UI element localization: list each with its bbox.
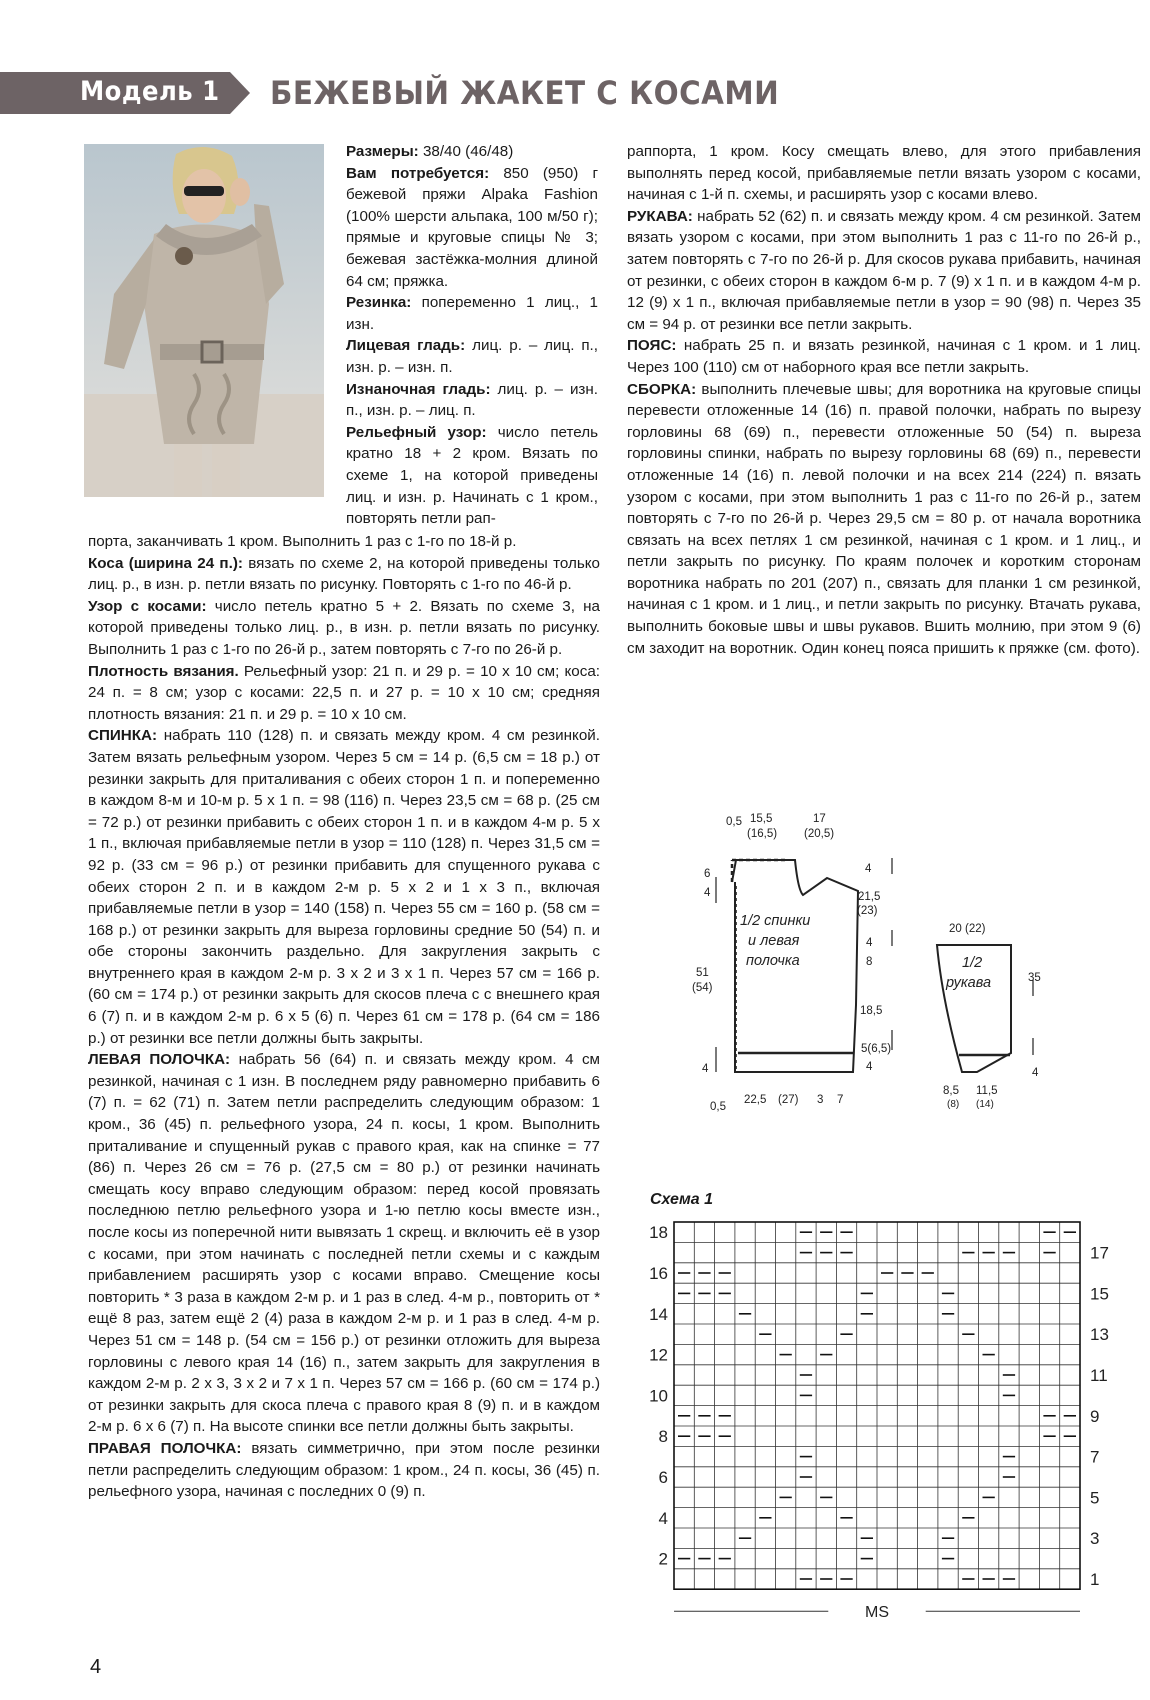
paragraph-label: Вам потребуется: <box>346 164 490 182</box>
row-number: 13 <box>1090 1325 1109 1345</box>
dim-label: 4 <box>866 937 873 949</box>
dim-label: (14) <box>976 1099 994 1110</box>
dim-label: 17 <box>813 813 826 825</box>
paragraph-text: лиц. р. – изн. п., изн. р. – лиц. п. <box>346 380 598 420</box>
paragraph-label: Резинка: <box>346 294 412 312</box>
paragraph-label: ЛЕВАЯ ПОЛОЧКА: <box>88 1051 231 1069</box>
row-number: 14 <box>649 1304 668 1324</box>
paragraph <box>627 141 1141 206</box>
paragraph-text: набрать 110 (128) п. и связать между кром. 4 см резинкой. Затем вязать рельефным узором. Через 5 см = 14 р. (6,5 см = 18 р.) от резинки закрыть для приталивания с обеих сторон 1 п. и попеременно в каждом 8-м и 10-м р. 5 х 1 п. = 98 (116) п. Через 23,5 см = 68 р. (25 см = 72 р.) от резинки прибавить с обеих сторон 1 п. и в каждом 4-м р. 5 х 1 п., включая прибавляемые петли в узор = 110 (128) п. Через 31,5 см = 92 р. (33 см = 96 р.) от резинки прибавить для спущенного рукава с обеих сторон 2 п. и в каждом 2-м р. 5 х 2 и 1 х 3 п., включая прибавляемые петли в узор = 140 (158) п. Через 55 см = 160 р. (58 см = 168 р.) от резинки закрыть для выреза горловины средние 50 (54) п. и обе стороны закончить раздельно. Для закругления закрыть с внутреннего края в каждом 2-м р. 3 х 2 и 3 х 1 п. Через 57 см = 166 р. (60 см = 174 р.) от резинки закрыть для скосов плеча с с внешнего края 6 (7) п. и в каждом 2-м р. 6 х 5 (6) п. Через 61 см = 178 р. (64 см = 186 р.) от резинки все петли должны быть закрыты. <box>88 727 600 1047</box>
dim-label: 8,5 <box>943 1085 959 1097</box>
dim-label: 35 <box>1028 972 1041 984</box>
dim-label: 18,5 <box>860 1005 883 1017</box>
dim-label: 3 <box>817 1094 824 1106</box>
dim-label: 22,5 <box>744 1094 767 1106</box>
dim-label: 7 <box>837 1094 844 1106</box>
page-number: 4 <box>90 1656 102 1678</box>
instructions-right <box>627 141 1141 659</box>
paragraph-label: Рельефный узор: <box>346 423 487 441</box>
row-number: 6 <box>658 1468 668 1487</box>
body-piece-label: 1/2 спинки <box>740 913 811 929</box>
schema-1-chart <box>640 1220 1109 1640</box>
paragraph-label: Лицевая гладь: <box>346 337 466 355</box>
dim-label: (16,5) <box>747 828 778 840</box>
paragraph <box>88 1438 600 1503</box>
paragraph-text: лиц. р. – лиц. п., изн. р. – изн. п. <box>346 337 598 376</box>
row-number: 18 <box>649 1223 668 1243</box>
instructions-left <box>88 531 600 1503</box>
paragraph <box>627 335 1141 378</box>
row-number: 3 <box>1090 1529 1100 1549</box>
paragraph <box>88 1049 600 1438</box>
paragraph-text: число петель кратно 18 + 2 кром. Вязать по схеме 1, на которой приведены лиц. и изн. р. Начинать с 1 кром., повторять петли рап- <box>346 423 598 528</box>
paragraph <box>627 206 1141 336</box>
pattern-diagram <box>680 810 1100 1130</box>
dim-label: (20,5) <box>804 828 835 840</box>
paragraph-label: Изнаночная гладь: <box>346 380 491 398</box>
paragraph-text: вязать по схеме 2, на которой приведены только лиц. р., в изн. р. петли вязать по рисунку. Повторять с 1-го по 46-й р. <box>88 554 600 594</box>
paragraph-text: число петель кратно 5 + 2. Вязать по схеме 3, на которой приведены только лиц. р., в изн. р. петли вязать по рисунку. Выполнить 1 раз с 1-го по 26-й р., затем повторять с 7-го по 26-й р. <box>88 597 600 658</box>
row-number: 4 <box>658 1508 668 1528</box>
paragraph-text: порта, заканчивать 1 кром. Выполнить 1 раз с 1-го по 18-й р. <box>88 533 517 550</box>
paragraph <box>346 292 598 335</box>
sleeve-piece-label: рукава <box>946 975 992 991</box>
dim-label: 4 <box>702 1063 709 1075</box>
dim-label: 4 <box>704 887 711 899</box>
paragraph-label: Плотность вязания. <box>88 662 239 680</box>
paragraph-label: ПОЯС: <box>627 337 677 355</box>
row-number: 17 <box>1090 1243 1109 1263</box>
paragraph <box>346 422 598 530</box>
dim-label: 20 (22) <box>949 923 986 935</box>
paragraph-text: попеременно 1 лиц., 1 изн. <box>346 294 598 333</box>
dim-label: (54) <box>692 982 713 994</box>
paragraph-text: набрать 56 (64) п. и связать между кром. 4 см резинкой, начиная с 1 изн. В последнем ряду равномерно прибавить 6 (7) п. = 62 (71) п. Затем петли распределить следующим образом: 1 кром., 36 (45) п. рельефного узора, 24 п. косы, 1 кром. Выполнить приталивание и спущенный рукав с правого края, как на спинке = 77 (86) п. Через 26 см = 76 р. (27,5 см = 80 р.) от резинки начинать смещать косу вправо следующим образом: перед косой провязать последнюю петлю рельефного узора и 1-ю петлю косы вместе изн., после косы из поперечной нити вывязать 1 скрещ. и включить её в узор с косами, при этом начинать с последней петли схемы и с каждым прибавлением расширять узор с косами вправо. Смещение косы повторить * 3 раза в каждом 2-м р. и 1 раз в след. 4-м р., повторить от * ещё 8 раз, затем ещё 2 (4) раза в каждом 2-м р. и 1 раз в след. 4-м р. Через 51 см = 148 р. (54 см = 156 р.) от резинки отложить для выреза горловины с левого края 14 (16) п., затем закрыть для закругления в каждом 2-м р. 2 х 3, 3 х 2 и 7 х 1 п. Через 57 см = 166 р. (60 см = 174 р.) от резинки закрыть для скоса плеча с правого края 8 (9) п. и в каждом 2-м р. 6 х 6 (7) п. На высоте спинки все петли должны быть закрыты. <box>88 1051 600 1436</box>
dim-label: 8 <box>866 956 873 968</box>
paragraph-label: Размеры: <box>346 143 419 160</box>
dim-label: 51 <box>696 967 709 979</box>
materials-text <box>346 141 598 530</box>
body-piece-label: и левая <box>748 933 800 949</box>
paragraph-text: набрать 52 (62) п. и связать между кром. 4 см резинкой. Затем вязать узором с косами, при этом выполнить 1 раз с 11-го по 26-й р., затем повторять с 7-го по 26-й р. Для скосов рукава прибавить, начиная от резинки, с обеих сторон в каждом 6-м р. 7 (9) х 1 п. и в каждом 4-м р. 12 (9) х 1 п., включая прибавляемые петли в узор = 90 (98) п. Через 35 см = 94 р. от резинки все петли закрыть. <box>627 207 1141 333</box>
paragraph <box>88 553 600 596</box>
model-photo-illustration <box>84 144 324 497</box>
dim-label: 4 <box>865 863 872 875</box>
dim-label: (8) <box>947 1099 960 1110</box>
row-number: 7 <box>1090 1447 1100 1467</box>
dim-label: 4 <box>1032 1067 1039 1079</box>
paragraph-label: Узор с косами: <box>88 597 207 615</box>
row-number: 8 <box>658 1427 668 1447</box>
repeat-label: MS <box>865 1604 889 1622</box>
paragraph <box>88 661 600 726</box>
dim-label: (23) <box>857 905 878 917</box>
paragraph <box>346 141 598 163</box>
dim-label: 11,5 <box>976 1085 998 1097</box>
row-number: 15 <box>1090 1284 1109 1304</box>
model-label: Модель 1 <box>80 76 220 107</box>
model-photo <box>84 144 324 497</box>
paragraph <box>627 379 1141 660</box>
row-number: 11 <box>1090 1366 1108 1385</box>
dim-label: 21,5 <box>858 891 881 903</box>
paragraph <box>346 163 598 293</box>
paragraph <box>88 531 600 553</box>
row-number: 1 <box>1090 1570 1100 1589</box>
row-number: 2 <box>658 1549 668 1569</box>
dim-label: 15,5 <box>750 813 773 825</box>
row-number: 16 <box>649 1264 668 1283</box>
schema-title: Схема 1 <box>650 1191 714 1208</box>
body-piece-label: полочка <box>746 953 800 969</box>
paragraph-text: Рельефный узор: 21 п. и 29 р. = 10 х 10 см; коса: 24 п. = 8 см; узор с косами: 22,5 п. и 27 р. = 10 х 10 см; средняя плотность вязания: 21 п. и 29 р. = 10 х 10 см. <box>88 662 600 723</box>
dim-label: 4 <box>866 1061 873 1073</box>
paragraph-label: ПРАВАЯ ПОЛОЧКА: <box>88 1439 242 1457</box>
paragraph-text: 850 (950) г бежевой пряжи Alpaka Fashion (100% шерсти альпака, 100 м/50 г); прямые и круговые спицы № 3; бежевая застёжка-молния длиной 64 см; пряжка. <box>346 164 598 290</box>
row-number: 5 <box>1090 1488 1100 1508</box>
row-number: 10 <box>649 1386 668 1406</box>
paragraph <box>88 725 600 1049</box>
dim-label: 5(6,5) <box>861 1043 892 1055</box>
paragraph-text: вязать симметрично, при этом после резинки петли распределить следующим образом: 1 кром., 24 п. косы, 36 (45) п. рельефного узора, начиная с последних 0 (9) п. <box>88 1439 601 1501</box>
dim-label: (27) <box>778 1094 799 1106</box>
dim-label: 6 <box>704 868 711 880</box>
paragraph-label: РУКАВА: <box>627 207 693 225</box>
paragraph-label: СБОРКА: <box>627 380 697 398</box>
paragraph <box>346 335 598 378</box>
paragraph <box>346 379 598 422</box>
paragraph-text: раппорта, 1 кром. Косу смещать влево, для этого прибавления выполнять перед косой, прибавляемые петли вязать узором с косами, начиная с 1-й п. схемы, и расширять узор с косами влево. <box>627 143 1141 204</box>
paragraph <box>88 596 600 661</box>
row-number: 12 <box>649 1345 668 1365</box>
paragraph-label: Коса (ширина 24 п.): <box>88 554 243 572</box>
row-number: 9 <box>1090 1406 1100 1426</box>
page-title: БЕЖЕВЫЙ ЖАКЕТ С КОСАМИ <box>270 74 780 112</box>
paragraph-text: выполнить плечевые швы; для воротника на круговые спицы перевести отложенные 14 (16) п. правой полочки, набрать по вырезу горловины 68 (69) п., перевести отложенные 50 (54) п. выреза горловины спинки, набрать по вырезу горловины 68 (69) п., перевести отложенные 14 (16) п. левой полочки и на всех 214 (224) п. вязать узором с косами, при этом выполнить 1 раз с 11-го по 26-й р., затем повторять с 7-го по 26-й р. Через 29,5 см = 80 р. от начала воротника связать на всех петлях 1 см резинкой, начиная с 1 кром. и 1 лиц., и петли закрыть по рисунку. По краям полочек и коротким сторонам воротника набрать по 201 (207) п., связать для планки 1 см резинкой, начиная с 1 кром. и 1 лиц., и петли закрыть по рисунку. Втачать рукава, выполнить боковые швы и швы рукавов. Вшить молнию, при этом 9 (6) см заходит на воротник. Один конец пояса пришить к пряжке (см. фото). <box>627 380 1141 657</box>
paragraph-label: СПИНКА: <box>88 727 158 745</box>
sleeve-piece-label: 1/2 <box>962 955 983 971</box>
dim-label: 0,5 <box>726 816 742 828</box>
dim-label: 0,5 <box>710 1101 726 1113</box>
paragraph-text: 38/40 (46/48) <box>418 143 514 160</box>
paragraph-text: набрать 25 п. и вязать резинкой, начиная с 1 кром. и 1 лиц. Через 100 (110) см от наборного края все петли закрыть. <box>627 337 1141 376</box>
